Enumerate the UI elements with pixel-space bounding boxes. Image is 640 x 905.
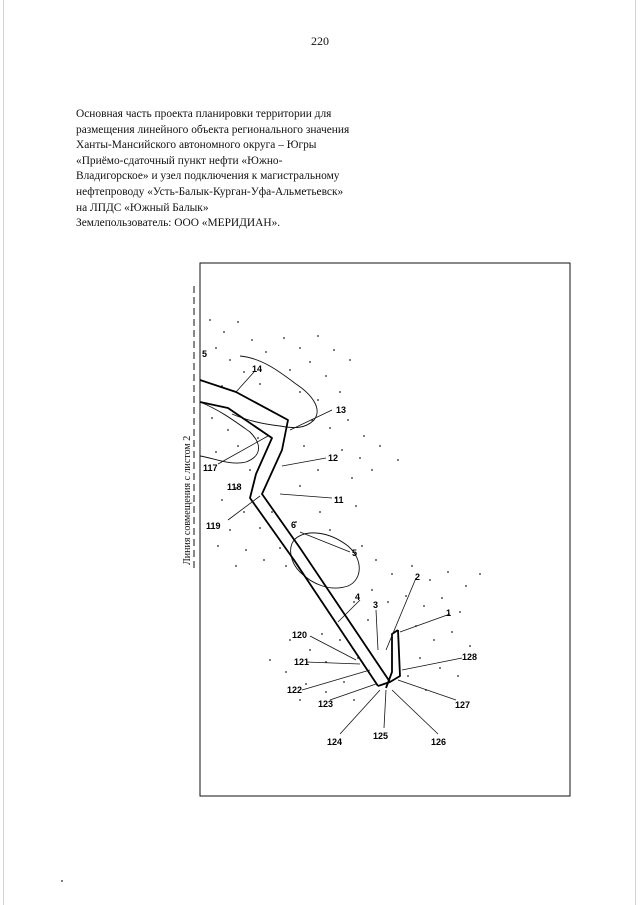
- point-label: 12: [328, 453, 339, 463]
- heading-line: Владигорское» и узел подключения к магистральному: [76, 170, 340, 183]
- point-label: 1: [446, 608, 452, 618]
- point-label: 13: [336, 405, 347, 415]
- pipeline-corridor: [200, 380, 400, 688]
- point-label: 117: [203, 463, 218, 473]
- point-label: 122: [287, 685, 303, 695]
- heading-line: нефтепроводу «Усть-Балык-Курган-Уфа-Альметьевск»: [76, 185, 344, 198]
- vegetation-contours: [200, 356, 359, 588]
- point-label: 120: [292, 630, 308, 640]
- heading-line: размещения линейного объекта регионального значения: [76, 123, 350, 136]
- point-label: 5: [352, 548, 358, 558]
- heading-line: Ханты-Мансийского автономного округа – Югры: [76, 139, 317, 152]
- heading-line: на ЛПДС «Южный Балык»: [76, 201, 209, 214]
- heading-line: Основная часть проекта планировки территории для: [76, 108, 332, 120]
- point-label: 4: [355, 592, 361, 602]
- point-label: 127: [455, 700, 471, 710]
- match-line-label: Линия совмещения с листом 2: [182, 435, 193, 565]
- heading-line: Землепользователь: ООО «МЕРИДИАН».: [76, 217, 281, 230]
- point-label: 6: [291, 520, 297, 530]
- point-label: 3: [373, 600, 379, 610]
- point-label: 11: [334, 495, 344, 505]
- point-label: 118: [227, 482, 242, 492]
- heading-line: «Приёмо-сдаточный пункт нефти «Южно-: [76, 154, 283, 167]
- point-label: 14: [252, 364, 263, 374]
- point-label: 5: [202, 349, 208, 359]
- point-label: 128: [462, 652, 478, 662]
- point-label: 121: [294, 657, 310, 667]
- page-number: 220: [311, 34, 329, 48]
- point-label: 123: [318, 699, 334, 709]
- point-label: 125: [373, 731, 389, 741]
- point-label: 126: [431, 737, 447, 747]
- point-label: 119: [206, 521, 221, 531]
- point-label: 2: [415, 572, 421, 582]
- point-label: 124: [327, 737, 343, 747]
- scan-speck: [61, 880, 63, 882]
